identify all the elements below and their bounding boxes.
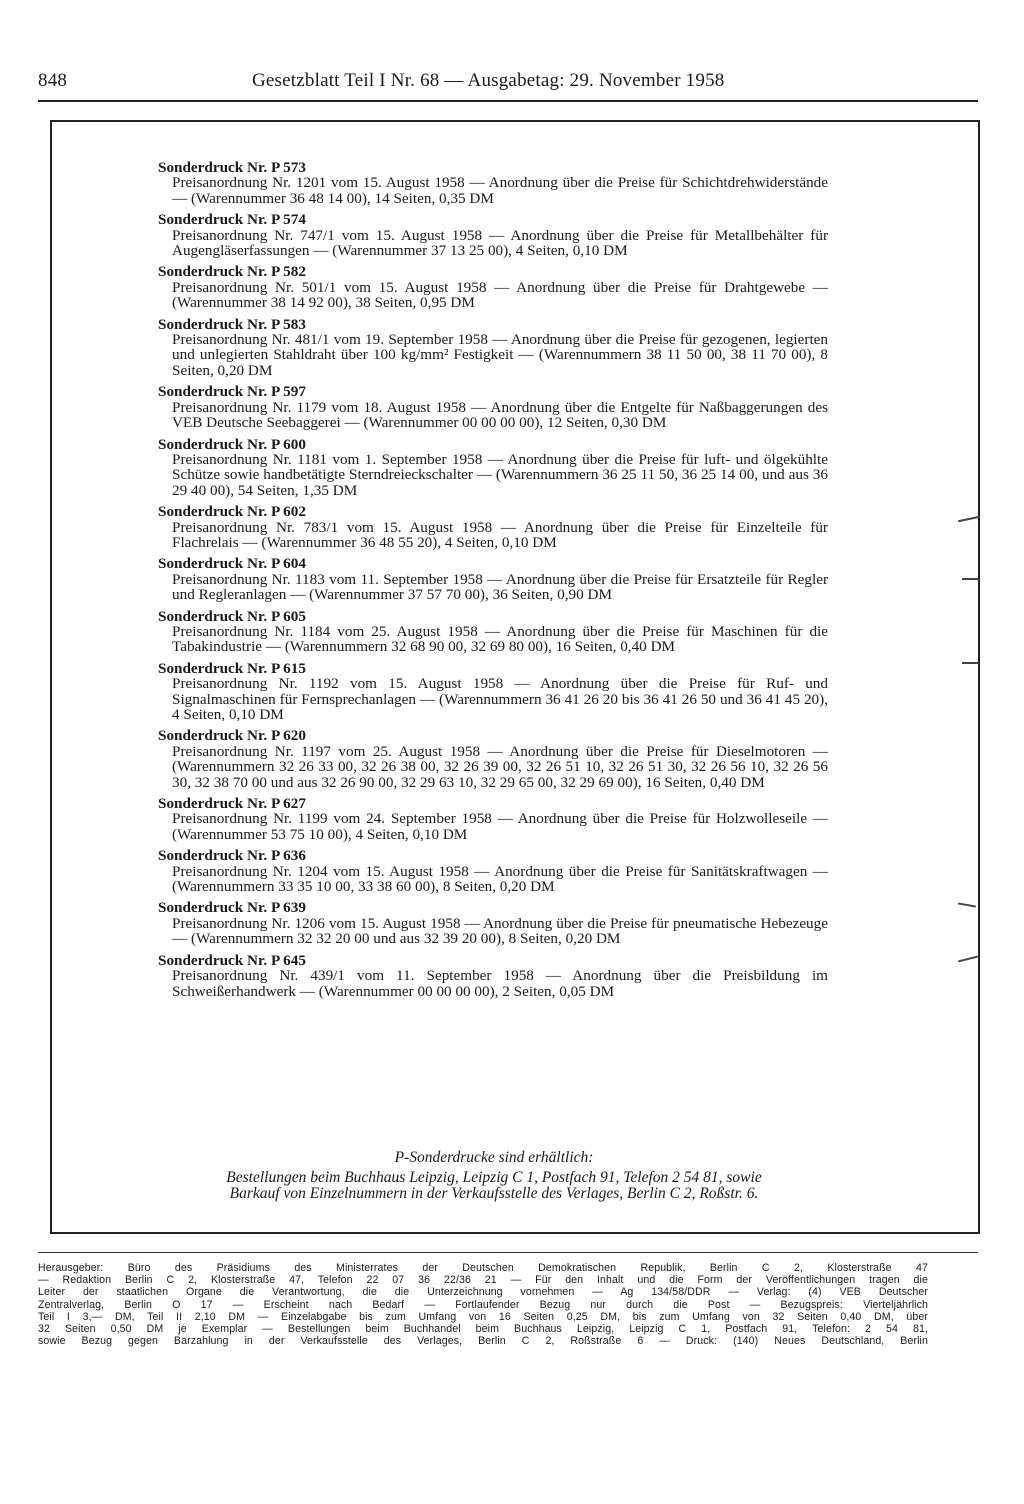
header-rule bbox=[38, 100, 978, 102]
entry-title: Sonderdruck Nr. P 582 bbox=[158, 263, 306, 281]
entry-title: Sonderdruck Nr. P 639 bbox=[158, 899, 306, 917]
list-item bbox=[152, 609, 828, 655]
entry-body: Preisanordnung Nr. 1199 vom 24. September 1958 — Anordnung über die Preise für Holzwolleseile — (Warennummer 53 75 10 00), 4 Seiten, 0,10 DM bbox=[172, 810, 828, 843]
imprint bbox=[38, 1262, 928, 1347]
imprint-line: Teil I 3,— DM, Teil II 2,10 DM — Einzelabgabe bis zum Umfang von 16 Seiten 0,25 DM, bis zum Umfang von 32 Seiten 0,40 DM, über bbox=[38, 1310, 928, 1323]
imprint-line: Zentralverlag, Berlin O 17 — Erscheint nach Bedarf — Fortlaufender Bezug nur durch die Post — Bezugspreis: Vierteljährlich bbox=[38, 1298, 928, 1311]
entry-body: Preisanordnung Nr. 1183 vom 11. September 1958 — Anordnung über die Preise für Ersatzteile für Regler und Regleranlagen — (Warennummer 37 57 70 00), 36 Seiten, 0,90 DM bbox=[172, 570, 828, 604]
entry-body: Preisanordnung Nr. 747/1 vom 15. August 1958 — Anordnung über die Preise für Metallbehälter für Augengläserfassungen — (Warennummer 37 13 25 00), 4 Seiten, 0,10 DM bbox=[172, 226, 828, 260]
imprint-rule bbox=[38, 1252, 978, 1253]
imprint-line: sowie Bezug gegen Barzahlung in der Verkaufsstelle des Verlages, Berlin C 2, Roßstraße 6 — Druck: (140) Neues Deutschland, Berlin bbox=[38, 1335, 928, 1348]
list-item bbox=[152, 264, 828, 310]
list-item bbox=[152, 900, 828, 946]
entry-title: Sonderdruck Nr. P 600 bbox=[158, 435, 306, 453]
page-header bbox=[38, 70, 978, 98]
imprint-line: Herausgeber: Büro des Präsidiums des Ministerrates der Deutschen Demokratischen Republik, Berlin C 2, Klosterstraße 47 bbox=[38, 1262, 928, 1274]
entry-title: Sonderdruck Nr. P 583 bbox=[158, 315, 306, 333]
entry-body: Preisanordnung Nr. 439/1 vom 11. September 1958 — Anordnung über die Preisbildung im Schweißerhandwerk — (Warennummer 00 00 00 00), 2 Seiten, 0,05 DM bbox=[172, 967, 828, 1000]
entry-body: Preisanordnung Nr. 1201 vom 15. August 1958 — Anordnung über die Preise für Schichtdrehwiderstände — (Warennummer 36 48 14 00), 14 Seiten, 0,35 DM bbox=[172, 174, 828, 207]
imprint-line: Leiter der staatlichen Organe die Verantwortung, die die Unterzeichnung vornehmen — Ag 134/58/DDR — Verlag: (4) VEB Deutscher bbox=[38, 1286, 928, 1299]
ordering-line: Barkauf von Einzelnummern in der Verkaufsstelle des Verlages, Berlin C 2, Roßstr. 6. bbox=[229, 1185, 759, 1202]
list-item bbox=[152, 160, 828, 206]
imprint-line: 32 Seiten 0,50 DM je Exemplar — Bestellungen beim Buchhandel beim Buchhaus Leipzig, Leipzig C 1, Postfach 91, Telefon: 2 54 81, bbox=[38, 1323, 928, 1336]
ordering-notice bbox=[160, 1150, 828, 1202]
list-item bbox=[152, 848, 828, 894]
entry-body: Preisanordnung Nr. 481/1 vom 19. September 1958 — Anordnung über die Preise für gezogenen, legierten und unlegierten Stahldraht über 100 kg/mm² Festigkeit — (Warennummern 38 11 50 00, 38 11 70 00), 8 Seiten, 0,20 DM bbox=[172, 331, 828, 379]
entry-body: Preisanordnung Nr. 1204 vom 15. August 1958 — Anordnung über die Preise für Sanitätskraftwagen — (Warennummern 33 35 10 00, 33 38 60 00), 8 Seiten, 0,20 DM bbox=[172, 862, 828, 896]
list-item bbox=[152, 661, 828, 723]
entry-title: Sonderdruck Nr. P 573 bbox=[158, 159, 306, 176]
page-title: Gesetzblatt Teil I Nr. 68 — Ausgabetag: 29. November 1958 bbox=[252, 70, 725, 91]
entry-title: Sonderdruck Nr. P 636 bbox=[158, 847, 306, 865]
entry-title: Sonderdruck Nr. P 627 bbox=[158, 795, 306, 813]
entry-body: Preisanordnung Nr. 1206 vom 15. August 1958 — Anordnung über die Preise für pneumatische Hebezeuge — (Warennummern 32 32 20 00 und aus 32 39 20 00), 8 Seiten, 0,20 DM bbox=[172, 914, 828, 948]
page-number: 848 bbox=[38, 70, 68, 91]
margin-mark bbox=[962, 578, 978, 580]
entry-title: Sonderdruck Nr. P 645 bbox=[158, 951, 306, 969]
list-item bbox=[152, 728, 828, 790]
entry-title: Sonderdruck Nr. P 597 bbox=[158, 383, 306, 401]
entry-body: Preisanordnung Nr. 1197 vom 25. August 1958 — Anordnung über die Preise für Dieselmotoren — (Warennummern 32 26 33 00, 32 26 38 00, 32 26 39 00, 32 26 51 10, 32 26 51 30, 32 26 56 10, 32 26 56 30, 32 38 70 00 und aus 32 26 90 00, 32 29 63 10, 32 29 65 00, 32 29 69 00), 16 Seiten, 0,40 DM bbox=[172, 742, 828, 791]
entry-title: Sonderdruck Nr. P 602 bbox=[158, 503, 306, 521]
imprint-line: — Redaktion Berlin C 2, Klosterstraße 47, Telefon 22 07 36 22/36 21 — Für den Inhalt und die Form der Veröffentlichungen tragen die bbox=[38, 1274, 928, 1287]
entry-body: Preisanordnung Nr. 501/1 vom 15. August 1958 — Anordnung über die Preise für Drahtgewebe — (Warennummer 38 14 92 00), 38 Seiten, 0,95 DM bbox=[172, 278, 828, 312]
entry-title: Sonderdruck Nr. P 620 bbox=[158, 727, 306, 745]
entry-body: Preisanordnung Nr. 1184 vom 25. August 1958 — Anordnung über die Preise für Maschinen für die Tabakindustrie — (Warennummern 32 68 90 00, 32 69 80 00), 16 Seiten, 0,40 DM bbox=[172, 622, 828, 656]
entry-body: Preisanordnung Nr. 1192 vom 15. August 1958 — Anordnung über die Preise für Ruf- und Signalmaschinen für Fernsprechanlagen — (Warennummern 36 41 26 20 bis 36 41 26 50 und 36 41 45 20), 4 Seiten, 0,10 DM bbox=[172, 675, 828, 723]
entry-title: Sonderdruck Nr. P 615 bbox=[158, 659, 306, 677]
ordering-title: P-Sonderdrucke sind erhältlich: bbox=[394, 1149, 594, 1166]
list-item bbox=[152, 437, 828, 499]
list-item bbox=[152, 556, 828, 602]
list-item bbox=[152, 504, 828, 550]
entry-body: Preisanordnung Nr. 1181 vom 1. September 1958 — Anordnung über die Preise für luft- und ölgekühlte Schütze sowie handbetätigte Sterndreieckschalter — (Warennummern 36 25 11 50, 36 25 14 00, und aus 36 29 40 00), 54 Seiten, 1,35 DM bbox=[172, 450, 828, 499]
entry-list bbox=[152, 160, 828, 1005]
entry-body: Preisanordnung Nr. 783/1 vom 15. August 1958 — Anordnung über die Preise für Einzelteile für Flachrelais — (Warennummer 36 48 55 20), 4 Seiten, 0,10 DM bbox=[172, 518, 828, 551]
ordering-line: Bestellungen beim Buchhaus Leipzig, Leipzig C 1, Postfach 91, Telefon 2 54 81, sowie bbox=[226, 1169, 762, 1186]
list-item bbox=[152, 384, 828, 430]
margin-mark bbox=[962, 662, 978, 664]
entry-body: Preisanordnung Nr. 1179 vom 18. August 1958 — Anordnung über die Entgelte für Naßbaggerungen des VEB Deutsche Seebaggerei — (Warennummer 00 00 00 00), 12 Seiten, 0,30 DM bbox=[172, 398, 828, 432]
list-item bbox=[152, 212, 828, 258]
entry-title: Sonderdruck Nr. P 605 bbox=[158, 607, 306, 625]
entry-title: Sonderdruck Nr. P 604 bbox=[158, 555, 306, 573]
list-item bbox=[152, 796, 828, 842]
list-item bbox=[152, 953, 828, 999]
entry-title: Sonderdruck Nr. P 574 bbox=[158, 211, 306, 229]
list-item bbox=[152, 317, 828, 379]
